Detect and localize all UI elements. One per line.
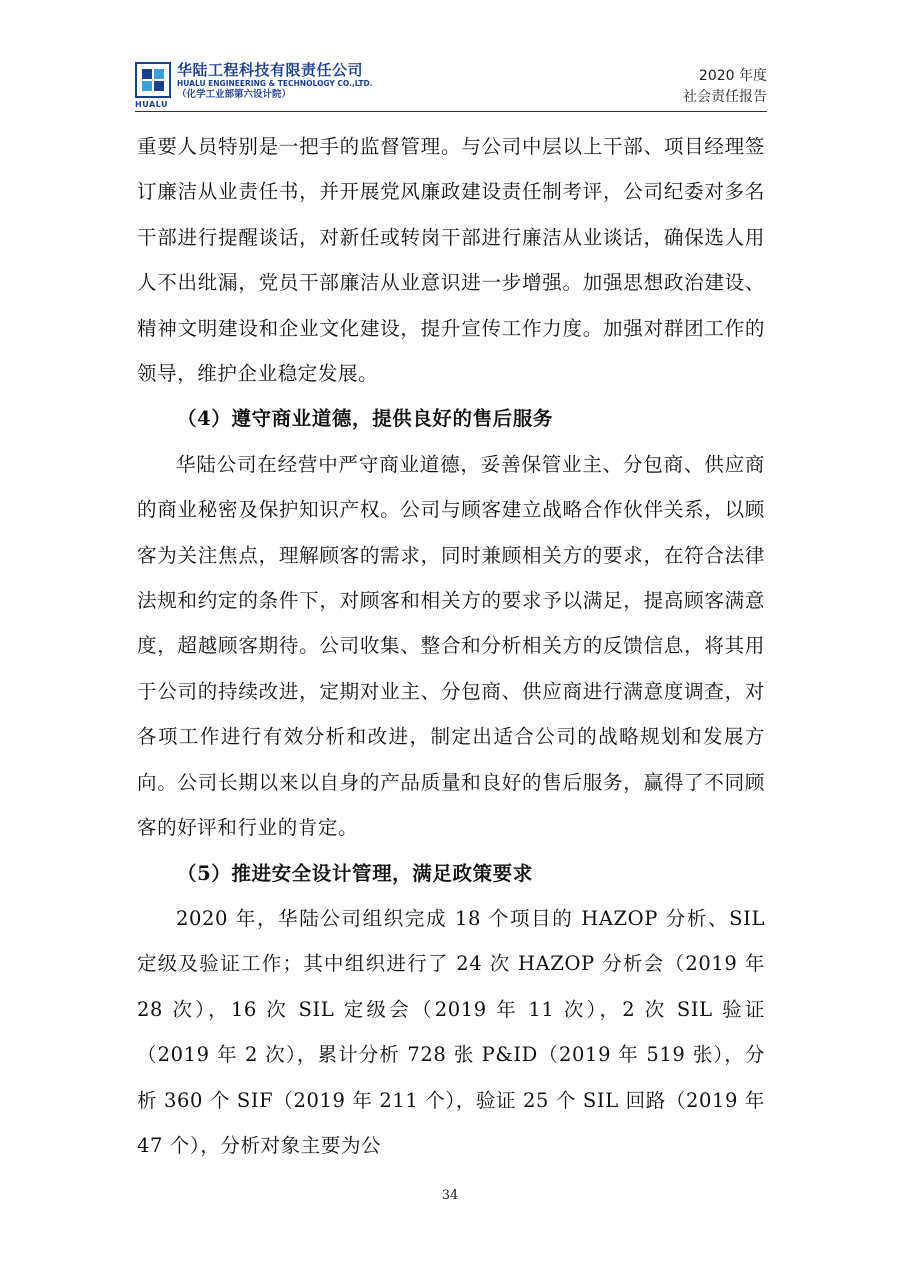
header-divider	[135, 111, 767, 112]
company-block	[177, 62, 373, 101]
section-heading-4: （4）遵守商业道德，提供良好的售后服务	[177, 407, 553, 431]
paragraph-safety-design: 2020 年，华陆公司组织完成 18 个项目的 HAZOP 分析、SIL 定级及验证工作；其中组织进行了 24 次 HAZOP 分析会（2019 年 28 次），16 次 SIL 定级会（2019 年 11 次），2 次 SIL 验证（2019 年 2 次），累计分析 728 张 P&ID（2019 年 519 张），分析 360 个 SIF（2019 年 211 个），验证 25 个 SIL 回路（2019 年 47 个），分析对象主要为公	[137, 906, 765, 1157]
section-heading-5: （5）推进安全设计管理，满足政策要求	[177, 861, 533, 885]
paragraph-discipline: 重要人员特别是一把手的监督管理。与公司中层以上干部、项目经理签订廉洁从业责任书，并开展党风廉政建设责任制考评，公司纪委对多名干部进行提醒谈话，对新任或转岗干部进行廉洁从业谈话，确保选人用人不出纰漏，党员干部廉洁从业意识进一步增强。加强思想政治建设、精神文明建设和企业文化建设，提升宣传工作力度。加强对群团工作的领导，维护企业稳定发展。	[137, 135, 765, 386]
company-note: （化学工业部第六设计院）	[177, 89, 292, 100]
report-title: 社会责任报告	[683, 89, 767, 105]
company-name-cn: 华陆工程科技有限责任公司	[177, 61, 364, 79]
company-name-en: HUALU ENGINEERING & TECHNOLOGY CO.,LTD.	[177, 79, 373, 88]
paragraph-business-ethics: 华陆公司在经营中严守商业道德，妥善保管业主、分包商、供应商的商业秘密及保护知识产权。公司与顾客建立战略合作伙伴关系，以顾客为关注焦点，理解顾客的需求，同时兼顾相关方的要求，在符合法律法规和约定的条件下，对顾客和相关方的要求予以满足，提高顾客满意度，超越顾客期待。公司收集、整合和分析相关方的反馈信息，将其用于公司的持续改进，定期对业主、分包商、供应商进行满意度调查，对各项工作进行有效分析和改进，制定出适合公司的战略规划和发展方向。公司长期以来以自身的产品质量和良好的售后服务，赢得了不同顾客的好评和行业的肯定。	[137, 452, 765, 840]
page-header	[135, 60, 767, 110]
report-label	[683, 66, 767, 108]
page-number: 34	[441, 1188, 459, 1203]
report-year: 2020 年度	[698, 68, 767, 84]
logo-text: HUALU	[135, 100, 168, 109]
hualu-logo-icon	[135, 62, 171, 98]
document-body	[137, 124, 765, 1168]
